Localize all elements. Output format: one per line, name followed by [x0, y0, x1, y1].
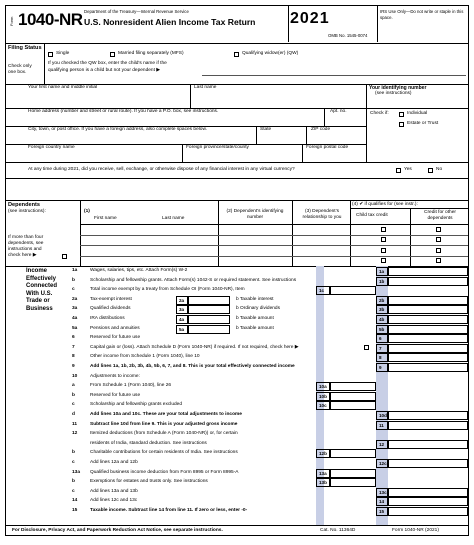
- line-description: residents of India, standard deduction. See instructions: [90, 440, 207, 446]
- line-box-label: 10b: [316, 392, 330, 401]
- estate-trust-checkbox[interactable]: [399, 122, 404, 127]
- amount-input[interactable]: [388, 459, 468, 468]
- line-box-label: 5a: [176, 325, 188, 334]
- line-number: b: [72, 392, 75, 398]
- amount-input[interactable]: [188, 296, 230, 305]
- dependents-col4-label: (4) ✔ if qualifies for (see instr.):: [352, 202, 418, 207]
- line-number: 2a: [72, 296, 78, 302]
- dependent-credit-checkbox[interactable]: [436, 237, 441, 242]
- form-footer-label: [392, 528, 439, 534]
- dependents-col3-label: (3) Dependent’s relationship to you: [302, 209, 342, 220]
- qw-note-line2: qualifying person is a child but not your dependent ▶: [48, 68, 160, 73]
- line-number: c: [72, 402, 75, 408]
- amount-input[interactable]: [388, 507, 468, 516]
- income-heading-line: Trade or: [26, 298, 50, 305]
- divider: [6, 162, 468, 163]
- dependents-col1-last: Last name: [162, 216, 185, 221]
- line-description: Add lines 10a and 10c. These are your total adjustments to income: [90, 412, 242, 417]
- line-number: 10: [72, 373, 78, 379]
- line-number: 3a: [72, 306, 78, 312]
- virtual-currency-no-checkbox[interactable]: [428, 168, 433, 173]
- virtual-currency-no-label: No: [436, 167, 443, 172]
- filing-status-heading: Filing Status: [8, 45, 42, 51]
- omb-number: OMB No. 1545-0074: [328, 33, 368, 38]
- foreign-postal-label: Foreign postal code: [306, 145, 349, 150]
- last-name-label: Last name: [194, 85, 217, 90]
- income-heading: [26, 268, 57, 314]
- line-description: Total income exempt by a treaty from Schedule OI (Form 1040-NR), Item: [90, 287, 245, 293]
- line-box-label: 1b: [376, 277, 388, 286]
- line-description: Add lines 1a, 1b, 2b, 3b, 4b, 5b, 6, 7, and 8. This is your total effectively connected income: [90, 364, 295, 369]
- line-description: Reserved for future use: [90, 392, 141, 398]
- check-if-label: Check if:: [370, 111, 389, 116]
- amount-input[interactable]: [330, 392, 376, 401]
- form-side-label: Form: [9, 16, 14, 26]
- amount-input[interactable]: [388, 305, 468, 314]
- divider: [6, 200, 468, 201]
- line-description: Other income from Schedule 1 (Form 1040), line 10: [90, 354, 200, 360]
- child-tax-credit-label: Child tax credit: [356, 213, 388, 218]
- amount-input[interactable]: [188, 325, 230, 334]
- dependent-credit-checkbox[interactable]: [381, 227, 386, 232]
- dependent-row[interactable]: [80, 235, 468, 236]
- line-number: 7: [72, 344, 75, 350]
- dependent-credit-checkbox[interactable]: [436, 258, 441, 263]
- divider: [324, 108, 325, 126]
- line-description: IRA distributions: [90, 316, 125, 321]
- individual-checkbox[interactable]: [399, 112, 404, 117]
- line-box-label: 3a: [176, 305, 188, 314]
- line-description: Wages, salaries, tips, etc. Attach Form(s) W-2: [90, 268, 188, 273]
- line-box-label: 14: [376, 497, 388, 506]
- identifying-number-note: (see instructions): [375, 91, 412, 96]
- amount-input[interactable]: [388, 440, 468, 449]
- amount-input[interactable]: [388, 497, 468, 506]
- qw-child-name-field[interactable]: [202, 75, 466, 76]
- line-box-label: 4a: [176, 315, 188, 324]
- income-heading-line: Effectively: [26, 275, 57, 282]
- capital-gain-checkbox[interactable]: [364, 345, 369, 350]
- dependents-col1-first: First name: [94, 216, 117, 221]
- dependents-col2-label: (2) Dependent’s identifying number: [226, 209, 284, 220]
- line-box-label: 5b: [376, 325, 388, 334]
- dependent-row[interactable]: [80, 256, 468, 257]
- form-title: U.S. Nonresident Alien Income Tax Return: [84, 17, 256, 27]
- line-description: Itemized deductions (from Schedule A (Form 1040-NR)) or, for certain: [90, 431, 238, 437]
- line-description: Scholarship and fellowship grants excluded: [90, 402, 182, 408]
- filing-status-note: Check only one box.: [8, 64, 32, 75]
- line-box-label: 13a: [316, 469, 330, 478]
- line-number: b: [72, 450, 75, 456]
- line-box-label: 7: [376, 344, 388, 353]
- amount-input[interactable]: [330, 286, 376, 295]
- amount-input[interactable]: [188, 315, 230, 324]
- more-dependents-checkbox[interactable]: [62, 254, 67, 259]
- income-heading-line: Income: [26, 268, 48, 274]
- privacy-notice: For Disclosure, Privacy Act, and Paperwork Reduction Act Notice, see separate instructions.: [12, 528, 223, 533]
- divider: [6, 525, 468, 526]
- divider: [256, 126, 257, 144]
- divider: [80, 224, 468, 225]
- line-number: 13a: [72, 469, 81, 475]
- line-description: Exemptions for estates and trusts only. See instructions: [90, 479, 208, 485]
- income-heading-line: With U.S.: [26, 290, 53, 297]
- line-description: Qualified dividends: [90, 306, 131, 312]
- line-description: Charitable contributions for certain residents of India. See instructions: [90, 450, 238, 456]
- amount-input[interactable]: [388, 363, 468, 372]
- line-box-label: 9: [376, 363, 388, 372]
- amount-input[interactable]: [330, 382, 376, 391]
- income-heading-line: Connected: [26, 283, 58, 290]
- line-box-label: 10a: [316, 382, 330, 391]
- line-description: b Taxable amount: [236, 316, 274, 321]
- mfs-checkbox[interactable]: [110, 52, 115, 57]
- line-number: b: [72, 277, 75, 283]
- dependent-row[interactable]: [80, 245, 468, 246]
- amount-input[interactable]: [388, 411, 468, 420]
- city-label: City, town, or post office. If you have a foreign address, also complete spaces below.: [28, 127, 208, 132]
- line-box-label: 2b: [376, 296, 388, 305]
- divider: [350, 208, 468, 209]
- first-name-input[interactable]: [28, 97, 188, 106]
- divider: [306, 126, 307, 144]
- qw-label: Qualifying widow(er) (QW): [242, 51, 299, 56]
- amount-input[interactable]: [330, 469, 376, 478]
- amount-input[interactable]: [330, 478, 376, 487]
- line-box-label: 10c: [316, 401, 330, 410]
- dependent-credit-checkbox[interactable]: [436, 248, 441, 253]
- divider: [6, 178, 468, 179]
- line-box-label: 12c: [376, 459, 388, 468]
- divider: [302, 144, 303, 162]
- line-description: Adjustments to income:: [90, 373, 140, 379]
- line-box-label: 1c: [316, 286, 330, 295]
- line-number: 5a: [72, 325, 78, 331]
- line-box-label: 2a: [176, 296, 188, 305]
- divider: [44, 43, 45, 84]
- line-description: b Ordinary dividends: [236, 306, 280, 312]
- divider: [190, 84, 191, 108]
- line-number: 4a: [72, 316, 78, 321]
- line-description: Add lines 12c and 13c: [90, 498, 138, 504]
- line-description: From Schedule 1 (Form 1040), line 26: [90, 383, 172, 389]
- amount-input[interactable]: [388, 353, 468, 362]
- line-number: 14: [72, 498, 78, 504]
- identifying-number-label: Your identifying number: [369, 85, 427, 91]
- header-divider: [288, 6, 289, 42]
- other-dependents-label: Credit for other dependents: [424, 210, 456, 221]
- line-box-label: 13b: [316, 478, 330, 487]
- line-number: 8: [72, 354, 75, 360]
- divider: [182, 144, 183, 162]
- individual-label: Individual: [407, 111, 428, 116]
- department-label: Department of the Treasury—Internal Revenue Service: [84, 9, 189, 14]
- divider: [366, 84, 367, 108]
- line-number: 9: [72, 364, 75, 369]
- single-checkbox[interactable]: [48, 52, 53, 57]
- line-description: Scholarship and fellowship grants. Attach Form(s) 1042-S or required statement. See instructions: [90, 277, 297, 283]
- amount-input[interactable]: [330, 401, 376, 410]
- amount-input[interactable]: [388, 421, 468, 430]
- line-number: b: [72, 479, 75, 485]
- dependents-see-note: (see instructions):: [8, 209, 46, 214]
- dependents-col1-num: (1): [84, 209, 90, 214]
- line-box-label: 3b: [376, 305, 388, 314]
- amount-input[interactable]: [388, 334, 468, 343]
- amount-input[interactable]: [388, 277, 468, 286]
- amount-input[interactable]: [388, 315, 468, 324]
- apt-label: Apt. no.: [330, 109, 347, 114]
- amount-input[interactable]: [388, 296, 468, 305]
- amount-input[interactable]: [388, 267, 468, 276]
- dependent-credit-checkbox[interactable]: [381, 248, 386, 253]
- line-number: 12: [72, 431, 78, 437]
- line-number: 11: [72, 421, 78, 427]
- dependents-more-line: If more than four: [8, 235, 44, 240]
- home-address-label: Home address (number and street or rural route). If you have a P.O. box, see instructions.: [28, 109, 219, 114]
- dependents-more-line: instructions and: [8, 247, 42, 252]
- header-divider: [377, 6, 378, 42]
- line-description: Capital gain or (loss). Attach Schedule D (Form 1040-NR) if required. If not required, check here ▶: [90, 344, 299, 350]
- mfs-label: Married filing separately (MFS): [118, 51, 184, 56]
- line-box-label: 4b: [376, 315, 388, 324]
- catalog-number: Cat. No. 11364D: [320, 528, 356, 533]
- line-box-label: 12: [376, 440, 388, 449]
- single-label: Single: [56, 51, 70, 56]
- line-box-label: 13c: [376, 488, 388, 497]
- line-box-label: 12b: [316, 449, 330, 458]
- dependents-more-line: check here ▶: [8, 253, 37, 258]
- line-box-label: 8: [376, 353, 388, 362]
- line-number: 1a: [72, 268, 78, 273]
- amount-input[interactable]: [188, 305, 230, 314]
- income-heading-line: Business: [26, 305, 53, 312]
- form-footer-text: Form 1040-NR (2021): [392, 528, 439, 533]
- line-description: Subtract line 10d from line 9. This is your adjusted gross income: [90, 421, 238, 427]
- line-number: 6: [72, 335, 75, 341]
- line-box-label: 11: [376, 421, 388, 430]
- line-number: d: [72, 412, 75, 417]
- line-description: Taxable income. Subtract line 14 from line 11. If zero or less, enter -0-: [90, 508, 248, 513]
- line-description: Qualified business income deduction from Form 8995 or Form 8995-A: [90, 469, 239, 475]
- qw-checkbox[interactable]: [234, 52, 239, 57]
- last-name-input[interactable]: [192, 97, 364, 106]
- zip-label: ZIP code: [311, 127, 331, 132]
- amount-input[interactable]: [330, 449, 376, 458]
- line-box-label: 10d: [376, 411, 388, 420]
- foreign-country-label: Foreign country name: [28, 145, 75, 150]
- line-description: Reserved for future use: [90, 335, 141, 341]
- tax-year: 2021: [290, 10, 330, 27]
- dependents-more-line: dependents, see: [8, 241, 44, 246]
- line-number: c: [72, 460, 75, 465]
- line-box-label: 1a: [376, 267, 388, 276]
- identifying-number-input[interactable]: [368, 98, 466, 107]
- divider: [410, 208, 411, 266]
- line-description: b Taxable amount: [236, 325, 274, 331]
- line-number: 15: [72, 508, 78, 513]
- foreign-province-label: Foreign province/state/county: [186, 145, 249, 150]
- form-frame: [5, 5, 469, 536]
- line-description: b Taxable interest: [236, 296, 274, 302]
- divider: [366, 108, 367, 162]
- dependent-credit-checkbox[interactable]: [436, 227, 441, 232]
- estate-trust-label: Estate or Trust: [407, 121, 439, 126]
- line-description: Add lines 12a and 12b: [90, 460, 138, 465]
- line-description: Pensions and annuities: [90, 325, 140, 331]
- line-description: Add lines 13a and 13b: [90, 488, 138, 494]
- dependent-credit-checkbox[interactable]: [381, 237, 386, 242]
- line-number: a: [72, 383, 75, 389]
- amount-input[interactable]: [388, 344, 468, 353]
- irs-use-note: IRS Use Only—Do not write or staple in this space.: [380, 9, 464, 20]
- qw-note-line1: If you checked the QW box, enter the child’s name if the: [48, 61, 167, 66]
- line-description: Tax-exempt interest: [90, 296, 132, 302]
- amount-input[interactable]: [388, 325, 468, 334]
- form-number: 1040-NR: [18, 10, 83, 29]
- virtual-currency-question: At any time during 2021, did you receive, sell, exchange, or otherwise dispose of any financial interest in any virtual currency?: [28, 167, 295, 172]
- amount-input[interactable]: [388, 488, 468, 497]
- form-header: [6, 6, 468, 44]
- virtual-currency-yes-label: Yes: [404, 167, 412, 172]
- line-box-label: 6: [376, 334, 388, 343]
- state-label: State: [260, 127, 272, 132]
- dependent-credit-checkbox[interactable]: [381, 258, 386, 263]
- line-box-label: 15: [376, 507, 388, 516]
- dependents-heading: Dependents: [8, 202, 41, 208]
- line-number: c: [72, 287, 75, 293]
- virtual-currency-yes-checkbox[interactable]: [396, 168, 401, 173]
- line-number: c: [72, 488, 75, 494]
- first-name-label: Your first name and middle initial: [28, 85, 98, 90]
